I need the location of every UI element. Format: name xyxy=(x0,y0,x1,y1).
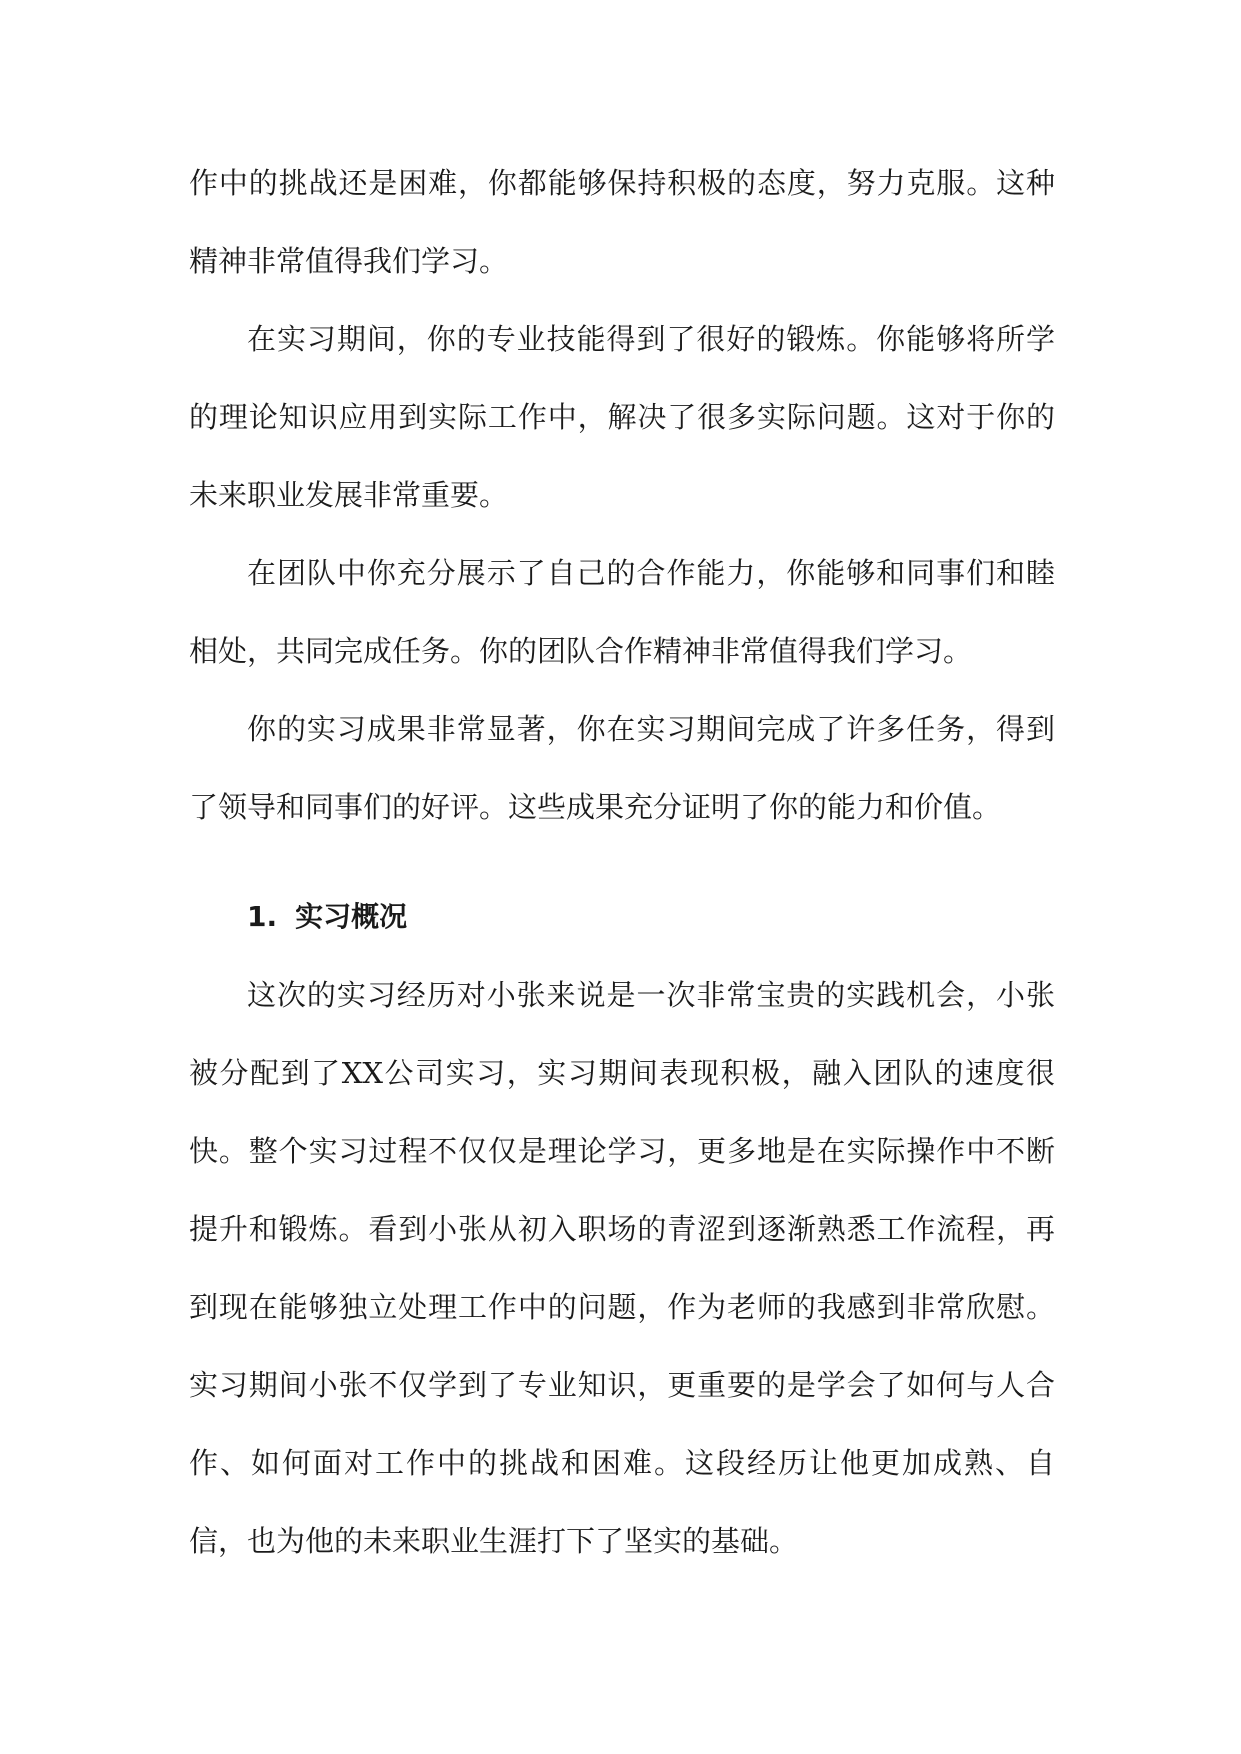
paragraph-teamwork: 在团队中你充分展示了自己的合作能力，你能够和同事们和睦相处，共同完成任务。你的团队合作精神非常值得我们学习。 xyxy=(189,556,1055,668)
paragraph-achievements: 你的实习成果非常显著，你在实习期间完成了许多任务，得到了领导和同事们的好评。这些成果充分证明了你的能力和价值。 xyxy=(189,712,1055,824)
paragraph-continuation: 作中的挑战还是困难，你都能够保持积极的态度，努力克服。这种精神非常值得我们学习。 xyxy=(189,166,1055,278)
section-number: 1. xyxy=(247,900,278,933)
paragraph-professional-skills: 在实习期间，你的专业技能得到了很好的锻炼。你能够将所学的理论知识应用到实际工作中，解决了很多实际问题。这对于你的未来职业发展非常重要。 xyxy=(189,322,1055,512)
section-heading xyxy=(189,878,1055,956)
document-body xyxy=(189,144,1055,1580)
paragraph-internship-overview: 这次的实习经历对小张来说是一次非常宝贵的实践机会，小张被分配到了XX公司实习，实习期间表现积极，融入团队的速度很快。整个实习过程不仅仅是理论学习，更多地是在实际操作中不断提升和锻炼。看到小张从初入职场的青涩到逐渐熟悉工作流程，再到现在能够独立处理工作中的问题，作为老师的我感到非常欣慰。实习期间小张不仅学到了专业知识，更重要的是学会了如何与人合作、如何面对工作中的挑战和困难。这段经历让他更加成熟、自信，也为他的未来职业生涯打下了坚实的基础。 xyxy=(189,978,1055,1558)
section-title: 实习概况 xyxy=(295,900,408,933)
